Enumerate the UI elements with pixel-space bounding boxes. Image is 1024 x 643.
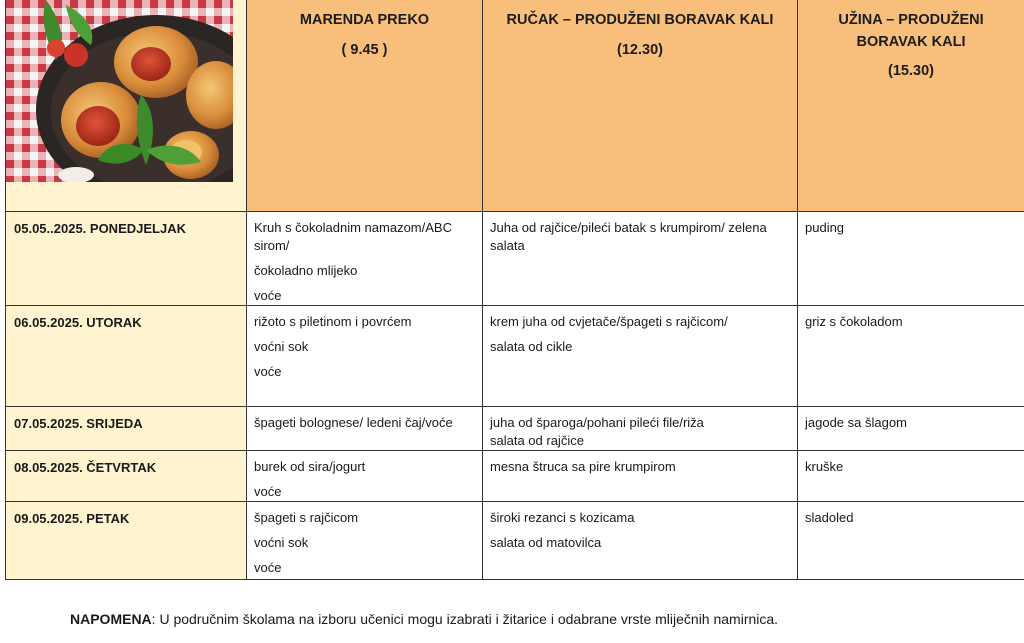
marenda-cell — [247, 502, 483, 580]
table-row — [6, 306, 1024, 407]
menu-line: čokoladno mlijeko — [254, 263, 358, 278]
menu-line: voće — [254, 364, 282, 379]
menu-line: burek od sira/jogurt — [254, 459, 366, 474]
table-row — [6, 407, 1024, 451]
header-row — [6, 0, 1024, 212]
day-label: 07.05.2025. SRIJEDA — [6, 407, 247, 451]
note-text: : U područnim školama na izboru učenici mogu izabrati i žitarice i odabrane vrste mliječnih namirnica. — [151, 611, 779, 627]
day-label: 08.05.2025. ČETVRTAK — [6, 451, 247, 502]
header-marenda-time: ( 9.45 ) — [341, 42, 388, 58]
marenda-cell — [247, 306, 483, 407]
menu-line: voće — [254, 560, 282, 575]
menu-line: mesna štruca sa pire krumpirom — [490, 459, 676, 474]
uzina-cell — [798, 502, 1024, 580]
menu-line: voćni sok — [254, 339, 309, 354]
food-photo — [6, 0, 233, 182]
header-uzina-title — [798, 9, 1024, 53]
table-row — [6, 212, 1024, 306]
header-uzina-time: (15.30) — [888, 63, 934, 79]
header-rucak-title: RUČAK – PRODUŽENI BORAVAK KALI — [506, 12, 774, 28]
header-rucak-time: (12.30) — [617, 42, 663, 58]
menu-line: salata od rajčice — [490, 433, 584, 448]
uzina-cell — [798, 212, 1024, 306]
menu-line: puding — [805, 220, 845, 235]
uzina-cell — [798, 407, 1024, 451]
header-uzina-title-line1: UŽINA – PRODUŽENI — [838, 12, 984, 28]
marenda-cell — [247, 212, 483, 306]
menu-line: salata od matovilca — [490, 535, 602, 550]
menu-line: široki rezanci s kozicama — [490, 510, 635, 525]
menu-line: špageti s rajčicom — [254, 510, 359, 525]
table-row — [6, 451, 1024, 502]
rucak-cell — [483, 502, 798, 580]
menu-line: kruške — [805, 459, 844, 474]
header-rucak — [483, 0, 798, 212]
day-label: 09.05.2025. PETAK — [6, 502, 247, 580]
menu-line: špageti bolognese/ ledeni čaj/voće — [254, 415, 453, 430]
menu-line: jagode sa šlagom — [805, 415, 907, 430]
day-label: 05.05..2025. PONEDJELJAK — [6, 212, 247, 306]
rucak-cell — [483, 451, 798, 502]
food-photo-cell — [6, 0, 247, 212]
header-marenda-title: MARENDA PREKO — [299, 12, 430, 28]
header-marenda — [247, 0, 483, 212]
menu-line: Juha od rajčice/pileći batak s krumpirom/ zelena salata — [490, 220, 767, 253]
uzina-cell — [798, 451, 1024, 502]
header-uzina-title-line2: BORAVAK KALI — [856, 34, 966, 50]
table-row — [6, 502, 1024, 580]
day-label: 06.05.2025. UTORAK — [6, 306, 247, 407]
menu-line: voće — [254, 288, 282, 303]
marenda-cell — [247, 451, 483, 502]
note — [70, 611, 778, 627]
rucak-cell — [483, 212, 798, 306]
menu-table — [5, 0, 1024, 580]
menu-line: sladoled — [805, 510, 854, 525]
note-label: NAPOMENA — [70, 611, 152, 627]
menu-line: Kruh s čokoladnim namazom/ABC sirom/ — [254, 220, 452, 253]
marenda-cell — [247, 407, 483, 451]
menu-line: voćni sok — [254, 535, 309, 550]
menu-line: voće — [254, 484, 282, 499]
rucak-cell — [483, 306, 798, 407]
menu-line: krem juha od cvjetače/špageti s rajčicom/ — [490, 314, 728, 329]
menu-line: griz s čokoladom — [805, 314, 903, 329]
menu-line: juha od šparoga/pohani pileći file/riža — [490, 415, 704, 430]
header-uzina — [798, 0, 1024, 212]
rucak-cell — [483, 407, 798, 451]
menu-line: salata od cikle — [490, 339, 573, 354]
menu-line: rižoto s piletinom i povrćem — [254, 314, 412, 329]
uzina-cell — [798, 306, 1024, 407]
